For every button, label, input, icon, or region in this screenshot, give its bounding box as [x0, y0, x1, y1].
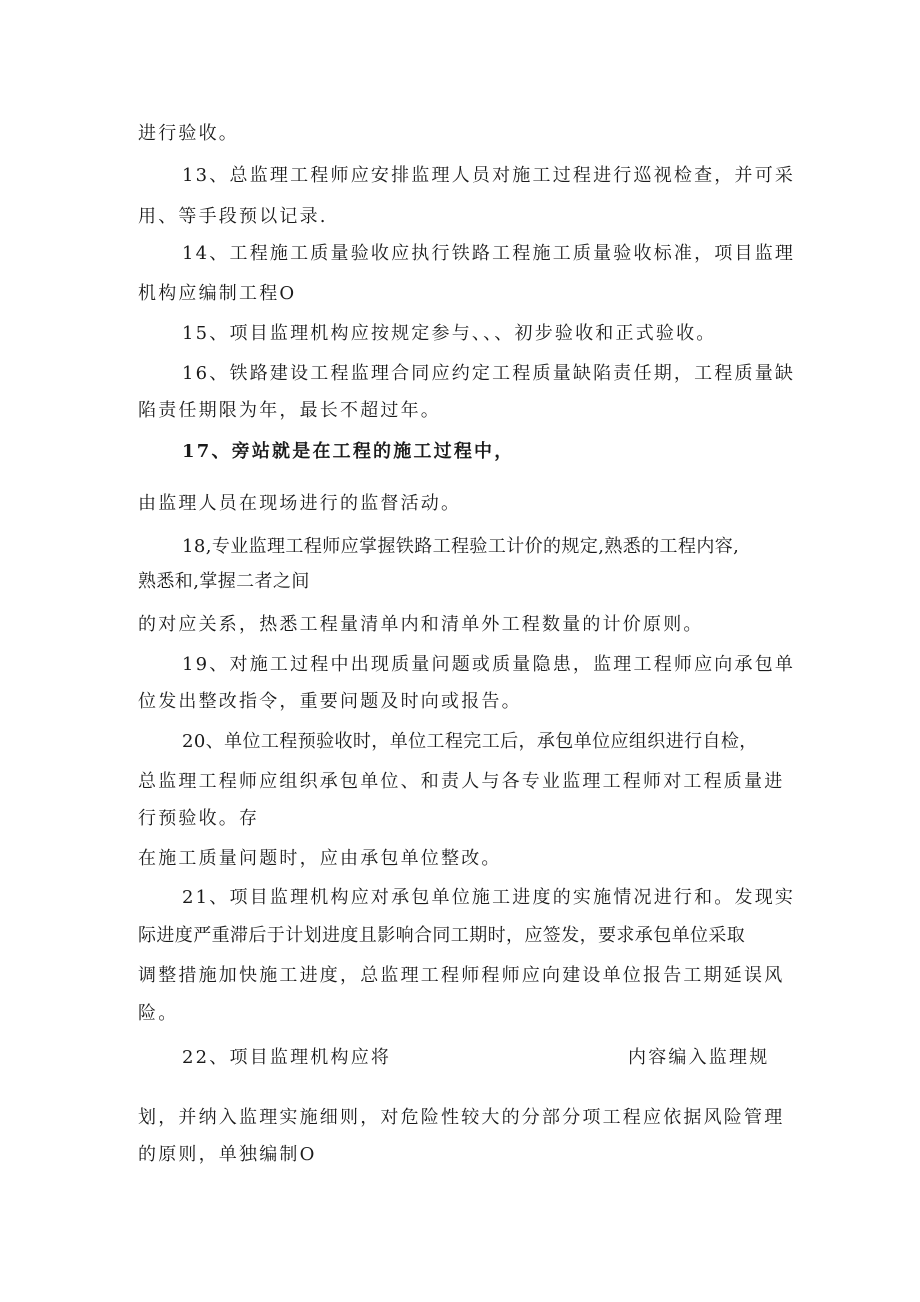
item-18-line-1: 18,专业监理工程师应掌握铁路工程验工计价的规定,熟悉的工程内容, — [182, 536, 740, 557]
item-21-line-1: 21、项目监理机构应对承包单位施工进度的实施情况进行和。发现实 — [182, 887, 796, 908]
item-16-line-2: 陷责任期限为年，最长不超过年。 — [138, 400, 441, 421]
item-14-line-1: 14、工程施工质量验收应执行铁路工程施工质量验收标准，项目监理 — [182, 243, 796, 264]
item-19-line-1: 19、对施工过程中出现质量问题或质量隐患，监理工程师应向承包单 — [182, 654, 796, 675]
item-18-line-2: 熟悉和,掌握二者之间 — [138, 571, 310, 592]
item-16-line-1: 16、铁路建设工程监理合同应约定工程质量缺陷责任期，工程质量缺 — [182, 363, 796, 384]
item-21-line-2: 际进度严重滞后于计划进度且影响合同工期时，应签发，要求承包单位采取 — [138, 925, 746, 946]
item-17-line-1: 17、旁站就是在工程的施工过程中， — [182, 441, 515, 462]
item-17-line-2: 由监理人员在现场进行的监督活动。 — [138, 493, 462, 514]
item-20-line-4: 在施工质量问题时，应由承包单位整改。 — [138, 848, 502, 869]
item-20-line-3: 行预验收。存 — [138, 808, 260, 829]
text-line: 进行验收。 — [138, 123, 239, 144]
item-20-line-1: 20、单位工程预验收时，单位工程完工后，承包单位应组织进行自检， — [182, 731, 758, 752]
item-21-line-4: 险。 — [138, 1003, 179, 1024]
item-18-line-3: 的对应关系，热悉工程量清单内和清单外工程数量的计价原则。 — [138, 614, 704, 635]
item-14-line-2: 机构应编制工程O — [138, 283, 297, 304]
item-20-line-2: 总监理工程师应组织承包单位、和责人与各专业监理工程师对工程质量进 — [138, 771, 785, 792]
item-21-line-3: 调整措施加快施工进度，总监理工程师程师应向建设单位报告工期延误风 — [138, 965, 785, 986]
item-22-line-1-right: 内容编入监理规 — [628, 1047, 770, 1068]
item-22-line-2: 划，并纳入监理实施细则，对危险性较大的分部分项工程应依据风险管理 — [138, 1107, 785, 1128]
item-13-line-2: 用、等手段预以记录. — [138, 206, 328, 227]
item-22-line-1-left: 22、项目监理机构应将 — [182, 1047, 392, 1068]
item-13-line-1: 13、总监理工程师应安排监理人员对施工过程进行巡视检查，并可采 — [182, 165, 796, 186]
item-15-line-1: 15、项目监理机构应按规定参与、、、初步验收和正式验收。 — [182, 323, 717, 344]
item-22-line-3: 的原则，单独编制O — [138, 1144, 317, 1165]
item-19-line-2: 位发出整改指令，重要问题及时向或报告。 — [138, 691, 522, 712]
